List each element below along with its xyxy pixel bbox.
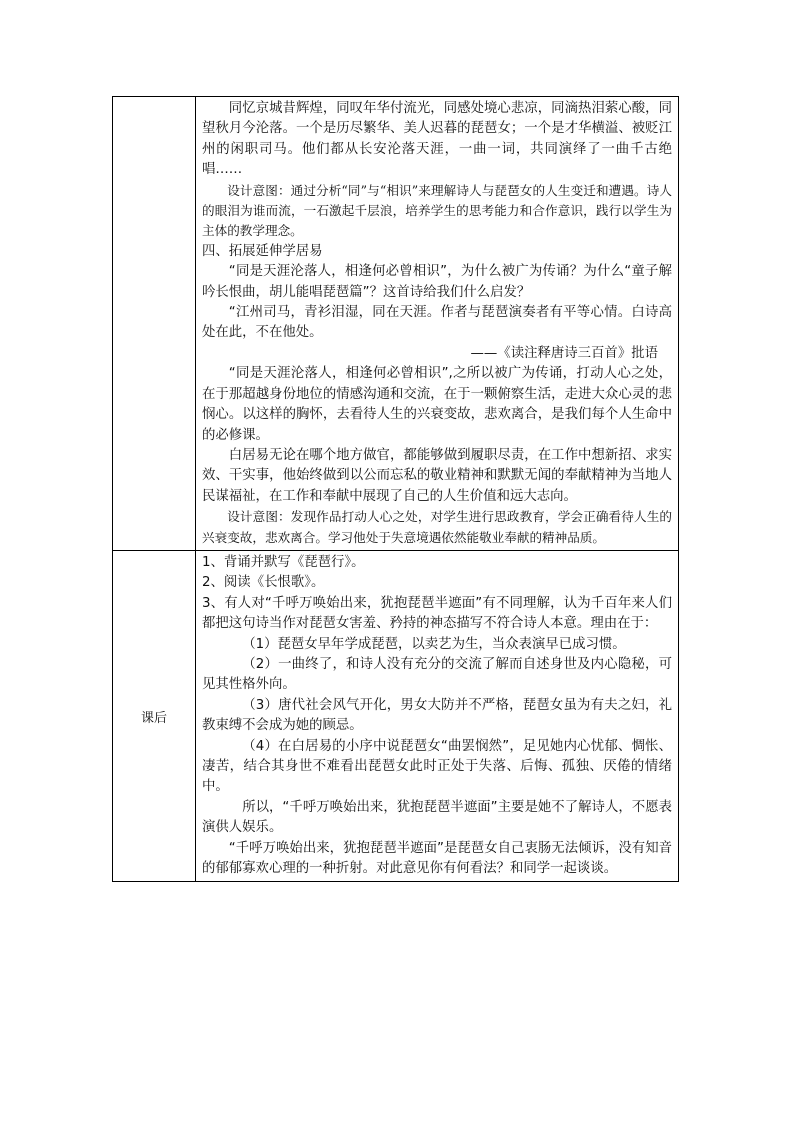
lesson-plan-table [112,96,679,882]
row-label-homework: 课后 [113,550,196,882]
quote-text: “江州司马，青衫泪湿，同在天涯。作者与琵琶演奏者有平等心情。白诗高处在此，不在他处。 [202,305,672,341]
design-intent-1: 设计意图：通过分析“同”与“相识”来理解诗人与琵琶女的人生变迁和遭遇。诗人的眼泪为谁而流，一石激起千层浪，培养学生的思考能力和合作意识，践行以学生为主体的教学理念。 [202,182,672,239]
reason-conclusion: 所以，“千呼万唤始出来，犹抱琵琶半遮面”主要是她不了解诗人，不愿表演供人娱乐。 [202,799,672,836]
table-row [113,97,679,551]
paragraph-same-fate: 同忆京城昔辉煌，同叹年华付流光，同感处境心悲凉，同滴热泪萦心酸，同望秋月今沦落。一个是历尽繁华、美人迟暮的琵琶女；一个是才华横溢、被贬江州的闲职司马。他们都从长安沦落天涯，一曲一词，共同演绎了一曲千古绝唱…… [202,101,672,178]
reason-3: （3）唐代社会风气开化，男女大防并不严格，琵琶女虽为有夫之妇，礼教束缚不会成为她的顾忌。 [202,697,672,734]
design-intent-2: 设计意图：发现作品打动人心之处，对学生进行思政教育，学会正确看待人生的兴衰变故，悲欢离合。学习他处于失意境遇依然能敬业奉献的精神品质。 [202,509,672,545]
paragraph-analysis: “同是天涯沦落人，相逢何必曾相识”,之所以被广为传诵，打动人心之处，在于那超越身份地位的情感沟通和交流，在于一颗俯察生活，走进大众心灵的悲悯心。以这样的胸怀，去看待人生的兴衰变故，悲欢离合，是我们每个人生命中的必修课。 [202,366,672,443]
discussion-prompt: “千呼万唤始出来，犹抱琵琶半遮面”是琵琶女自己衷肠无法倾诉，没有知音的郁郁寡欢心理的一种折射。对此意见你有何看法？和同学一起谈谈。 [202,840,672,877]
quote-source: ——《读注释唐诗三百首》批语 [470,345,658,361]
homework-item-1: 1、背诵并默写《琵琶行》。 [202,554,365,570]
homework-item-3: 3、有人对“千呼万唤始出来，犹抱琵琶半遮面”有不同理解，认为千百年来人们都把这句诗当作对琵琶女害羞、矜持的神态描写不符合诗人本意。理由在于： [202,595,672,632]
reason-4: （4）在白居易的小序中说琵琶女“曲罢悯然”，足见她内心忧郁、惆怅、凄苦，结合其身世不难看出琵琶女此时正处于失落、后悔、孤独、厌倦的情绪中。 [202,738,672,795]
homework-item-2: 2、阅读《长恨歌》。 [202,575,325,591]
row-label-empty [113,97,196,551]
content-cell [196,550,679,882]
section-heading-4: 四、拓展延伸学居易 [202,243,323,259]
reason-1: （1）琵琶女早年学成琵琶，以卖艺为生，当众表演早已成习惯。 [242,636,626,652]
table-row [113,550,679,882]
content-cell [196,97,679,551]
paragraph-bai-juyi: 白居易无论在哪个地方做官，都能够做到履职尽责，在工作中想新招、求实效、干实事，他始终做到以公而忘私的敬业精神和默默无闻的奉献精神为当地人民谋福祉，在工作和奉献中展现了自己的人生价值和远大志向。 [202,447,672,504]
paragraph-question: “同是天涯沦落人，相逢何必曾相识”，为什么被广为传诵？为什么“童子解吟长恨曲，胡儿能唱琵琶篇”？这首诗给我们什么启发？ [202,264,672,300]
reason-2: （2）一曲终了，和诗人没有充分的交流了解而自述身世及内心隐秘，可见其性格外向。 [202,656,672,693]
